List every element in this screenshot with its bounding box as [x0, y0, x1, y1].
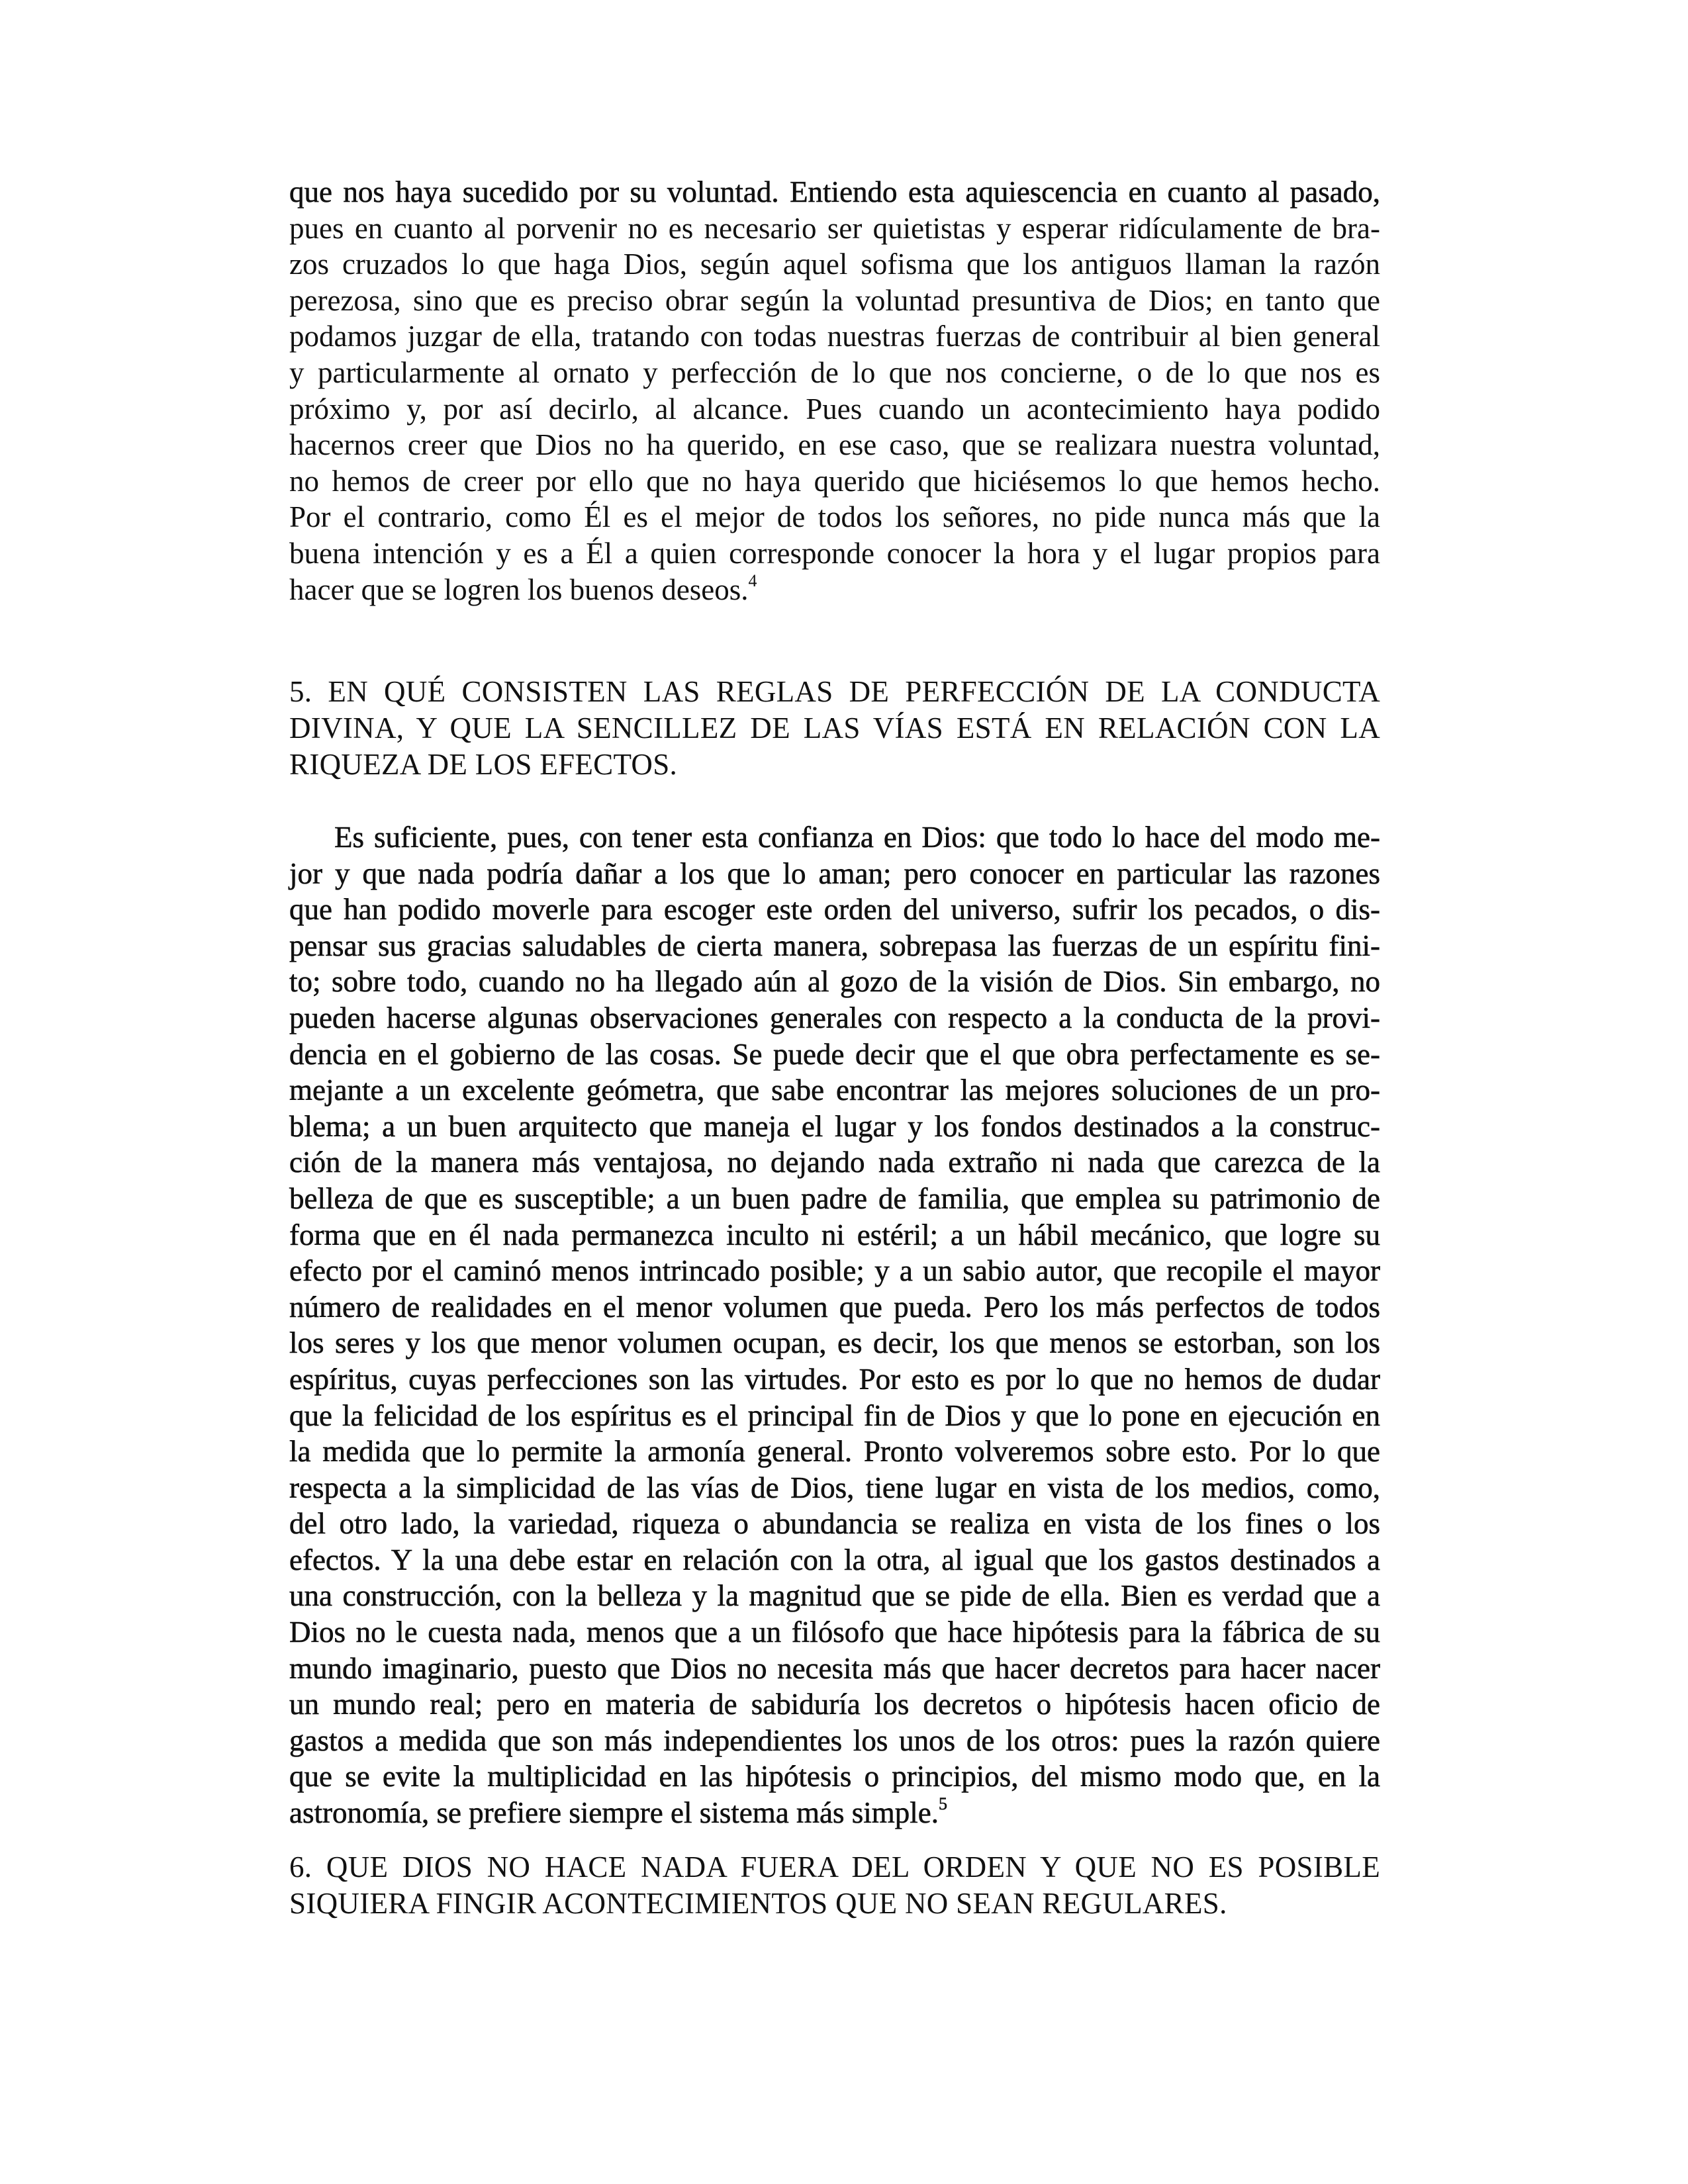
paragraph-line: mundo imaginario, puesto que Dios no necesita más que hacer decretos para hacer nacer [289, 1651, 1380, 1685]
paragraph-line: que la felicidad de los espíritus es el principal fin de Dios y que lo pone en ejecución en [289, 1398, 1380, 1432]
paragraph-line: pues en cuanto al porvenir no es necesario ser quietistas y esperar ridículamente de bra- [289, 211, 1380, 245]
paragraph-line: Por el contrario, como Él es el mejor de todos los señores, no pide nunca más que la [289, 500, 1380, 534]
paragraph-line: belleza de que es susceptible; a un buen padre de familia, que emplea su patrimonio de [289, 1181, 1380, 1215]
paragraph-line: ción de la manera más ventajosa, no dejando nada extraño ni nada que carezca de la [289, 1146, 1380, 1179]
heading-line: 5. EN QUÉ CONSISTEN LAS REGLAS DE PERFECCIÓN DE LA CONDUCTA [289, 675, 1380, 708]
paragraph-line: una construcción, con la belleza y la magnitud que se pide de ella. Bien es verdad que a [289, 1579, 1380, 1613]
paragraph-line: blema; a un buen arquitecto que maneja el lugar y los fondos destinados a la construc- [289, 1109, 1380, 1143]
paragraph-line: perezosa, sino que es preciso obrar según la voluntad presuntiva de Dios; en tanto que [289, 283, 1380, 317]
paragraph-line: efectos. Y la una debe estar en relación con la otra, al igual que los gastos destinados a [289, 1543, 1380, 1576]
paragraph-line-text: astronomía, se prefiere siempre el sistema más simple. [289, 1796, 939, 1830]
paragraph-line: espíritus, cuyas perfecciones son las virtudes. Por esto es por lo que no hemos de dudar [289, 1362, 1380, 1396]
heading-line: SIQUIERA FINGIR ACONTECIMIENTOS QUE NO SEAN REGULARES. [289, 1887, 1227, 1920]
paragraph-line: efecto por el caminó menos intrincado posible; y a un sabio autor, que recopile el mayor [289, 1254, 1380, 1288]
paragraph-line: que se evite la multiplicidad en las hipótesis o principios, del mismo modo que, en la [289, 1760, 1380, 1794]
paragraph-line: que han podido moverle para escoger este orden del universo, sufrir los pecados, o dis- [289, 893, 1380, 927]
footnote-ref-4: 4 [748, 570, 757, 590]
paragraph-line-first: Es suficiente, pues, con tener esta confianza en Dios: que todo lo hace del modo me- [334, 821, 1380, 854]
paragraph-line: del otro lado, la variedad, riqueza o abundancia se realiza en vista de los fines o los [289, 1507, 1380, 1541]
paragraph-line: mejante a un excelente geómetra, que sabe encontrar las mejores soluciones de un pro- [289, 1073, 1380, 1107]
section-5-paragraph [289, 819, 1380, 1831]
paragraph-line: buena intención y es a Él a quien corresponde conocer la hora y el lugar propios para [289, 536, 1380, 570]
paragraph-line: jor y que nada podría dañar a los que lo aman; pero conocer en particular las razones [289, 856, 1380, 890]
heading-line: 6. QUE DIOS NO HACE NADA FUERA DEL ORDEN Y QUE NO ES POSIBLE [289, 1850, 1380, 1884]
paragraph-line: gastos a medida que son más independientes los unos de los otros: pues la razón quiere [289, 1723, 1380, 1757]
paragraph-line: to; sobre todo, cuando no ha llegado aún al gozo de la visión de Dios. Sin embargo, no [289, 965, 1380, 999]
heading-line: RIQUEZA DE LOS EFECTOS. [289, 748, 678, 781]
paragraph-line: próximo y, por así decirlo, al alcance. Pues cuando un acontecimiento haya podido [289, 392, 1380, 426]
paragraph-line-last [289, 1795, 1380, 1831]
paragraph-line-last [289, 572, 1380, 608]
paragraph-line-text: hacer que se logren los buenos deseos. [289, 572, 749, 606]
paragraph-line: hacernos creer que Dios no ha querido, en ese caso, que se realizara nuestra voluntad, [289, 428, 1380, 462]
heading-line: DIVINA, Y QUE LA SENCILLEZ DE LAS VÍAS ESTÁ EN RELACIÓN CON LA [289, 711, 1380, 745]
section-5-heading [289, 674, 1380, 783]
section-6-heading [289, 1849, 1380, 1922]
paragraph-line: dencia en el gobierno de las cosas. Se puede decir que el que obra perfectamente es se- [289, 1037, 1380, 1071]
paragraph-line: los seres y los que menor volumen ocupan, es decir, los que menos se estorban, son los [289, 1326, 1380, 1360]
paragraph-line: forma que en él nada permanezca inculto ni estéril; a un hábil mecánico, que logre su [289, 1218, 1380, 1251]
paragraph-line: zos cruzados lo que haga Dios, según aquel sofisma que los antiguos llaman la razón [289, 248, 1380, 281]
paragraph-line: un mundo real; pero en materia de sabiduría los decretos o hipótesis hacen oficio de [289, 1688, 1380, 1721]
paragraph-line: número de realidades en el menor volumen que pueda. Pero los más perfectos de todos [289, 1290, 1380, 1324]
paragraph-line: Dios no le cuesta nada, menos que a un filósofo que hace hipótesis para la fábrica de su [289, 1615, 1380, 1649]
paragraph-line: y particularmente al ornato y perfección de lo que nos concierne, o de lo que nos es [289, 355, 1380, 389]
paragraph-line: pueden hacerse algunas observaciones generales con respecto a la conducta de la provi- [289, 1001, 1380, 1034]
paragraph-line: no hemos de creer por ello que no haya querido que hiciésemos lo que hemos hecho. [289, 464, 1380, 498]
paragraph-line: pensar sus gracias saludables de cierta manera, sobrepasa las fuerzas de un espíritu fini- [289, 929, 1380, 962]
paragraph-line: respecta a la simplicidad de las vías de Dios, tiene lugar en vista de los medios, como, [289, 1471, 1380, 1504]
footnote-ref-5: 5 [938, 1794, 947, 1814]
paragraph-line: que nos haya sucedido por su voluntad. Entiendo esta aquiescencia en cuanto al pasado, [289, 175, 1380, 208]
paragraph-line: podamos juzgar de ella, tratando con todas nuestras fuerzas de contribuir al bien general [289, 320, 1380, 353]
paragraph-continuation [289, 174, 1380, 608]
paragraph-line: la medida que lo permite la armonía general. Pronto volveremos sobre esto. Por lo que [289, 1435, 1380, 1469]
